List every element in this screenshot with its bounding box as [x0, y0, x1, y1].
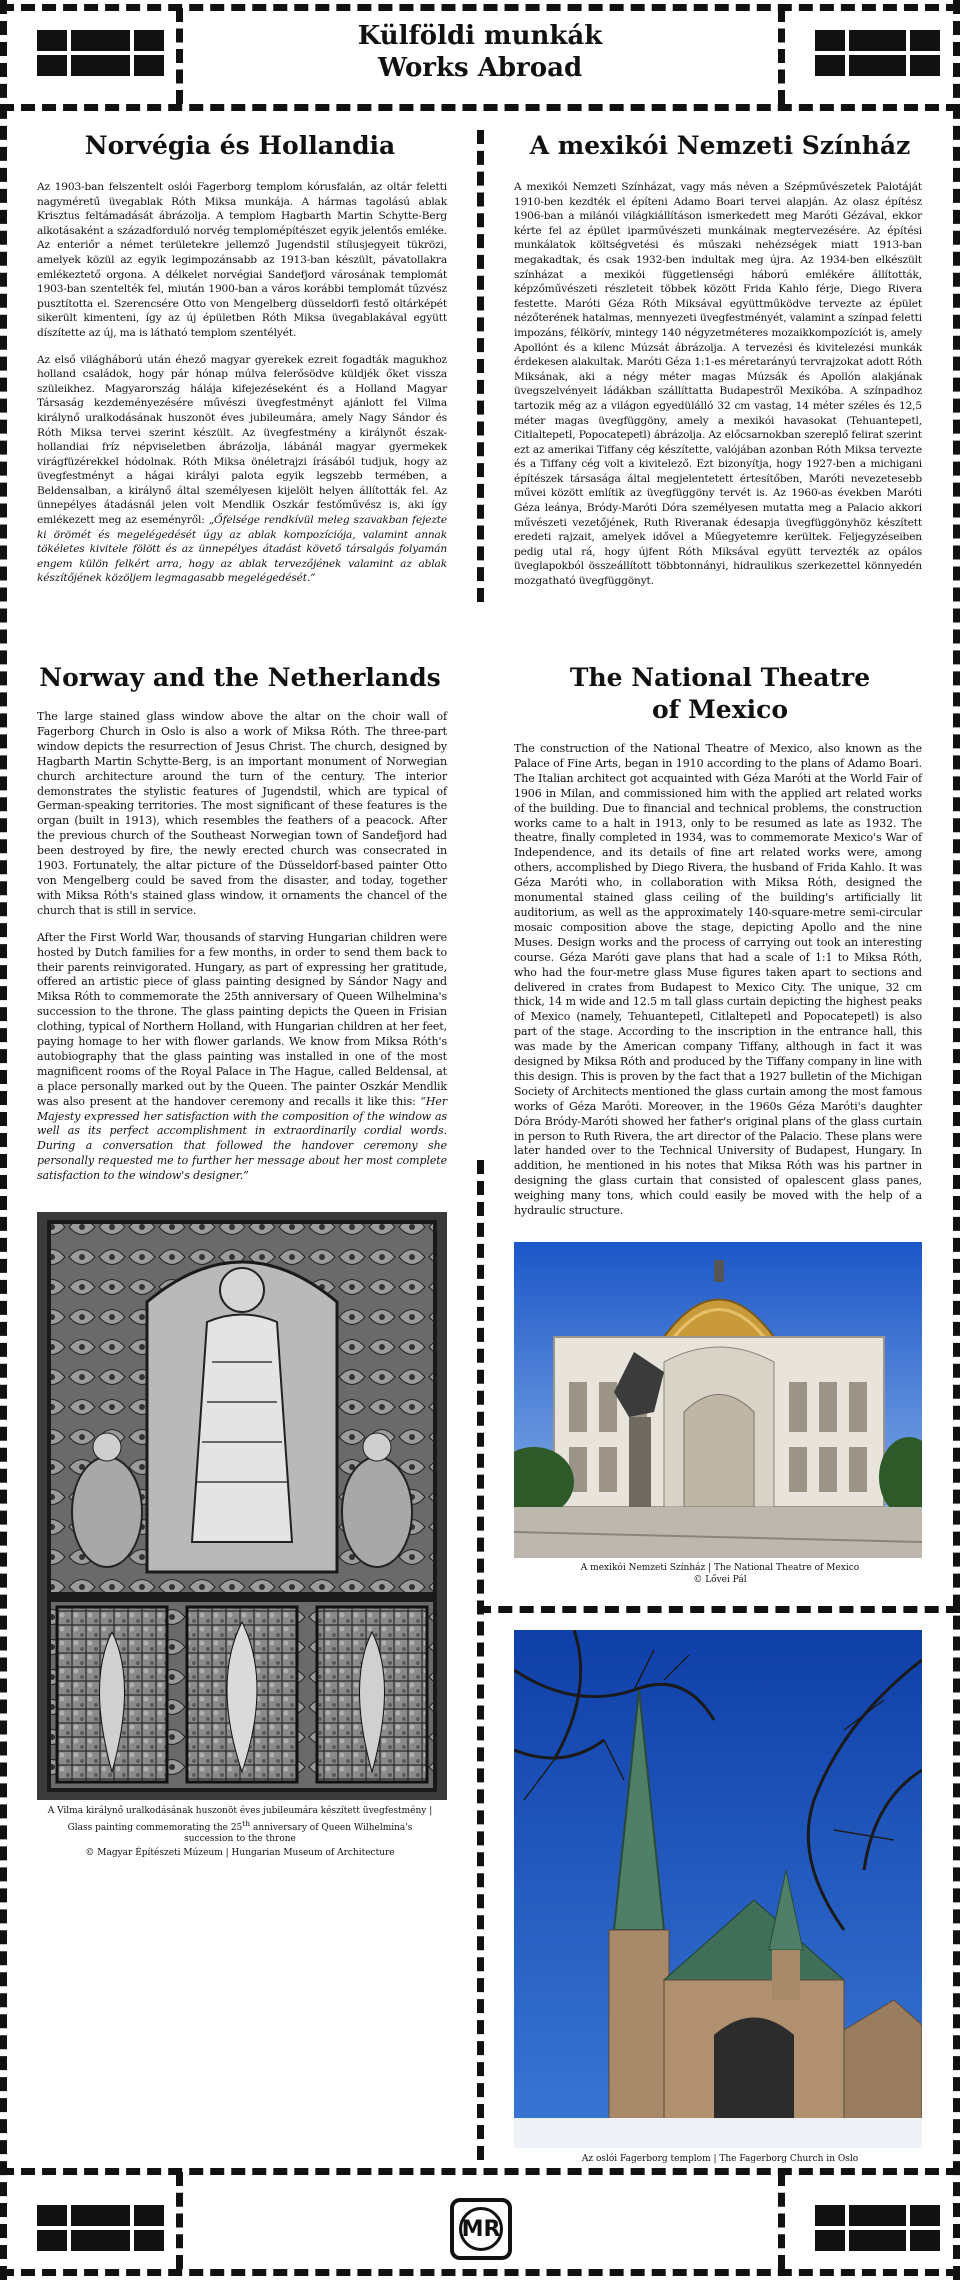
right-photo-divider: [477, 1606, 960, 1613]
corner-blocks-bottom-right: [815, 2205, 879, 2251]
corner-blocks-top-right: [815, 30, 879, 76]
page-title-en: Works Abroad: [377, 53, 583, 83]
caption-superscript: th: [242, 1818, 251, 1828]
paragraph: [37, 353, 447, 587]
paragraph: Az 1903-ban felszentelt oslói Fagerborg templom kórusfalán, az oltár feletti nagyméretű üvegablak Róth Miksa munkája. A hármas tagolású ablak Krisztus feltámadását ábrázolja. A templom Hagbarth Martin Schytte-Berg alkotásaként a századforduló norvég templomépítészet egyik jelentős emléke. Az enteriőr a német területekre jellemző Jugendstil stílusjegyeit tükrözi, amelyek közül az egyik legimpozánsabb az 1913-ban készült, pávatollakra emlékeztető orgona. A délkelet norvégiai Sandefjord városának templomát 1903-ban szentelték fel, miután 1900-ban a város korábbi templomát tűzvész pusztította el. Szerencsére Otto von Mengelberg düsseldorfi festő oltárképét sikerült kimenteni, így az új épületben Róth Miksa üvegablakával együtt díszítette az új, ma is látható templom szentélyét.: [37, 181, 447, 339]
text-mexico-hu: [514, 180, 922, 601]
corner-blocks-bottom-right-2: [876, 2205, 940, 2251]
page-title-hu: Külföldi munkák: [357, 21, 603, 51]
caption-text: Glass painting commemorating the 25: [67, 1822, 243, 1833]
roth-logo-letters: MR: [459, 2207, 503, 2251]
theatre-photo: [514, 1242, 922, 1558]
header-divider: [0, 104, 960, 111]
quote: “Her Majesty expressed her satisfaction with the composition of the window as well as its perfect accomplishment in extraordinarily cordial words. During a conversation that followed the handover ceremony she personally requested me to further her message about her most complete satisfaction to the window's designer.”: [37, 1094, 447, 1183]
column-separator-lower: [477, 1160, 484, 2160]
paragraph: [37, 931, 447, 1184]
caption-church: Az oslói Fagerborg templom | The Fagerborg Church in Oslo: [581, 2154, 859, 2164]
corner-blocks-top-left: [37, 30, 101, 76]
paragraph: The construction of the National Theatre of Mexico, also known as the Palace of Fine Arts, began in 1910 according to the plans of Adamo Boari. The Italian architect got acquainted with Géza Maróti at the World Fair of 1906 in Milan, and commissioned him with the applied art related works of the building. Due to financial and technical problems, the construction works came to a halt in 1913, only to be resumed as late as 1932. The theatre, finally completed in 1934, was to commemorate Mexico's War of Independence, and its details of fine art related works were, among others, accomplished by Diego Rivera, the husband of Frida Kahlo. It was Géza Maróti who, in collaboration with Miksa Róth, designed the monumental stained glass ceiling of the building's artificially lit auditorium, as well as the approximately 140-square-metre semi-circular mosaic composition above the stage, depicting Apollo and the nine Muses. Design works and the process of carrying out took an interesting course. Géza Maróti gave plans that had a scale of 1:1 to Miksa Róth, who had the four-metre glass Muse figures taken apart to sections and delivered in crates from Budapest to Mexico City. The unique, 32 cm thick, 14 m wide and 12.5 m tall glass curtain depicting the highest peaks of Mexico (namely, Tehuantepetl, Citlaltepetl and Popocatepetl) is also part of the stage. According to the inscription in the entrance hall, this was made by the American company Tiffany, although in fact it was designed by Miksa Róth and produced by the Tiffany company in line with this design. This is proven by the fact that a 1927 bulletin of the Michigan Society of Architects mentioned the glass curtain among the most famous works of Géza Maróti. Moreover, in the 1960s Géza Maróti's daughter Dóra Bródy-Maróti showed her father's original plans of the glass curtain in person to Ruth Rivera, the art director of the Palacio. These plans were later handed over to the Technical University of Budapest, Hungary. In addition, he mentioned in his notes that Miksa Róth was his partner in designing the glass curtain that consisted of opalescent glass panes, weighing many tons, which could easily be moved with the help of a hydraulic structure.: [514, 742, 922, 1218]
caption-line: succession to the throne: [184, 1834, 296, 1844]
stained-glass-photo: [37, 1212, 447, 1800]
caption-line: © Magyar Építészeti Múzeum | Hungarian Museum of Architecture: [85, 1847, 395, 1858]
heading-line: The National Theatre: [569, 663, 871, 692]
caption-line: [30, 1818, 450, 1835]
paragraph: The large stained glass window above the altar on the choir wall of Fagerborg Church in Oslo is also a work of Miksa Róth. The three-part window depicts the resurrection of Jesus Christ. The church, designed by Hagbarth Martin Schytte-Berg, is an important monument of Norwegian church architecture around the turn of the century. The interior demonstrates the stylistic features of Jugendstil, which are typical of German-speaking territories. The most significant of these features is the organ (built in 1913), which resembles the feathers of a peacock. After the previous church of the Southeast Norwegian town of Sandefjord had been destroyed by fire, the newly erected church was consecrated in 1903. Fortunately, the altar picture of the Düsseldorf-based painter Otto von Mengelberg could be saved from the disaster, and today, together with Miksa Róth's stained glass window, it ornaments the chancel of the church that is still in service.: [37, 710, 447, 917]
church-photo: [514, 1630, 922, 2148]
text-mexico-en: [514, 742, 922, 1231]
caption-line: © Lővei Pál: [693, 1574, 747, 1585]
right-border: [953, 0, 960, 2280]
caption-line: A mexikói Nemzeti Színház | The National Theatre of Mexico: [580, 1563, 860, 1573]
heading-norway-en: Norway and the Netherlands: [39, 663, 441, 692]
footer-separator-right: [778, 2172, 785, 2269]
paragraph-text: Az első világháború után éhező magyar gyerekek ezreit fogadták magukhoz holland családok, hogy pár hónap múlva felerősödve küldjék őket vissza szüleikhez. Magyarország hálája kifejezéseként és a Holland Magyar Társaság kezdeményezésére művészi üvegfestményt ajánlott fel Vilma királynő uralkodásának huszonöt éves jubileumára, amely Nagy Sándor és Róth Miksa tervei szerint készült. Az üvegfestmény a királynőt észak-hollandiai fríz népviseletben ábrázolja, lábánál magyar gyermekek virágfüzérekkel hódolnak. Róth Miksa önéletrajzi írásából tudjuk, hogy az üvegfestményt a hágai királyi palota egyik legszebb termében, a Beldensalban, a királynő által személyesen kijelölt helyen állították fel. Az ünnepélyes átadásnál jelen volt Mendlik Oszkár festőművész is, aki így emlékezett meg az eseményről:: [37, 353, 447, 527]
corner-blocks-bottom-left-2: [100, 2205, 164, 2251]
paragraph: A mexikói Nemzeti Színházat, vagy más néven a Szépművészetek Palotáját 1910-ben kezdték el építeni Adamo Boari tervei alapján. Az olasz építész 1906-ban a milánói világkiállításon ismerkedett meg Maróti Gézával, ekkor kérte fel az épület iparművészeti munkáinak megtervezésére. Az építési munkálatok költségvetési és műszaki nehézségek miatt 1913-ban megakadtak, és csak 1932-ben indultak meg újra. Az 1934-ben elkészült színházat a mexikói függetlenségi háború emlékére állították, képzőművészeti részleteit többek között Frida Kahlo férje, Diego Rivera festette. Maróti Géza Róth Miksával együttműködve tervezte az épület nézőterének hatalmas, mennyezeti üvegfestményét, valamint a színpad feletti impozáns, félkörív, mintegy 140 négyzetméteres mozaikkompozíciót is, amely Apollónt és a kilenc Múzsát ábrázolja. A tervezési és kivitelezési munkák érdekesen alakultak. Maróti Géza 1:1-es méretarányú tervrajzokat adott Róth Miksának, aki a négy méter magas Múzsák és Apollón alakjának üvegszelvényeit ládákban szállíttatta Budapestről Mexikóba. A színpadhoz tartozik még az a világon egyedülálló 32 cm vastag, 14 méter széles és 12,5 méter magas üvegfüggöny, amely a mexikói havasokat (Tehuantepetl, Citlaltepetl, Popocatepetl) ábrázolja. Az előcsarnokban szereplő felirat szerint ezt az amerikai Tiffany cég készítette, valójában azonban Róth Miksa tervezte és a Tiffany cég volt a kivitelező. Ezt bizonyítja, hogy 1927-ben a michigani építészek társasága által megjelentetett értesítőben, Maróti nevezetesebb művei között említik az üvegfüggöny tervét is. Az 1960-as években Maróti Géza leánya, Bródy-Maróti Dóra személyesen mutatta meg a Palacio akkori művészeti vezetőjének, Ruth Riveranak édesapja üvegfüggönyhöz készített eredeti rajzait, amelyek idővel a Műegyetemre kerültek. Feljegyzéseiben pedig utal rá, hogy újfent Róth Miksával együtt tervezték az opálos üveglapokból összeállított többtonnányi, hidraulikus szerkezettel könnyedén mozgatható üvegfüggönyt.: [514, 181, 922, 588]
footer-divider: [0, 2168, 960, 2175]
top-border: [0, 4, 960, 11]
heading-line: of Mexico: [651, 695, 788, 724]
page-title: [180, 20, 780, 84]
heading-mexico-en: [500, 662, 940, 726]
heading-norway-hu: Norvégia és Hollandia: [84, 131, 396, 160]
paragraph-text: After the First World War, thousands of starving Hungarian children were hosted by Dutch families for a few months, in order to send them back to their parents reinvigorated. Hungary, as part of expressing her gratitude, offered an artistic piece of glass painting designed by Sándor Nagy and Miksa Róth to commemorate the 25th anniversary of Queen Wilhelmina's succession to the throne. The glass painting depicts the Queen in Frisian clothing, typical of Northern Holland, with Hungarian children at her feet, paying homage to her with flower garlands. We know from Miksa Róth's autobiography that the glass painting was installed in one of the most magnificent rooms of the Royal Palace in The Hague, called Beldensal, at a place personally marked out by the Queen. The painter Oszkár Mendlik was also present at the handover ceremony and recalls it like this:: [37, 930, 447, 1108]
corner-blocks-top-left-2: [100, 30, 164, 76]
heading-mexico-hu: A mexikói Nemzeti Színház: [529, 131, 911, 160]
caption-text: anniversary of Queen Wilhelmina's: [250, 1822, 413, 1833]
footer-separator-left: [176, 2172, 183, 2269]
caption-vilma: [30, 1806, 450, 1859]
bottom-border: [0, 2269, 960, 2276]
column-separator-upper: [477, 130, 484, 602]
corner-blocks-bottom-left: [37, 2205, 101, 2251]
text-norway-en: [37, 710, 447, 1196]
text-norway-hu: [37, 180, 447, 598]
caption-theatre: [500, 1563, 940, 1586]
quote: „Őfelsége rendkívül meleg szavakban fejezte ki örömét és megelégedését úgy az ablak kompozíciója, valamint annak tökéletes kivitele fölött és az ünnepélyes átadást követő társalgás folyamán engem külön felkért arra, hogy az ablak tervezőjének valamint az ablak készítőjének közöljem legmagasabb megelégedését.”: [37, 514, 447, 585]
left-border: [0, 0, 7, 2280]
roth-logo: [450, 2198, 512, 2260]
corner-blocks-top-right-2: [876, 30, 940, 76]
caption-line: A Vilma királynő uralkodásának huszonöt éves jubileumára készített üvegfestmény |: [47, 1806, 433, 1816]
